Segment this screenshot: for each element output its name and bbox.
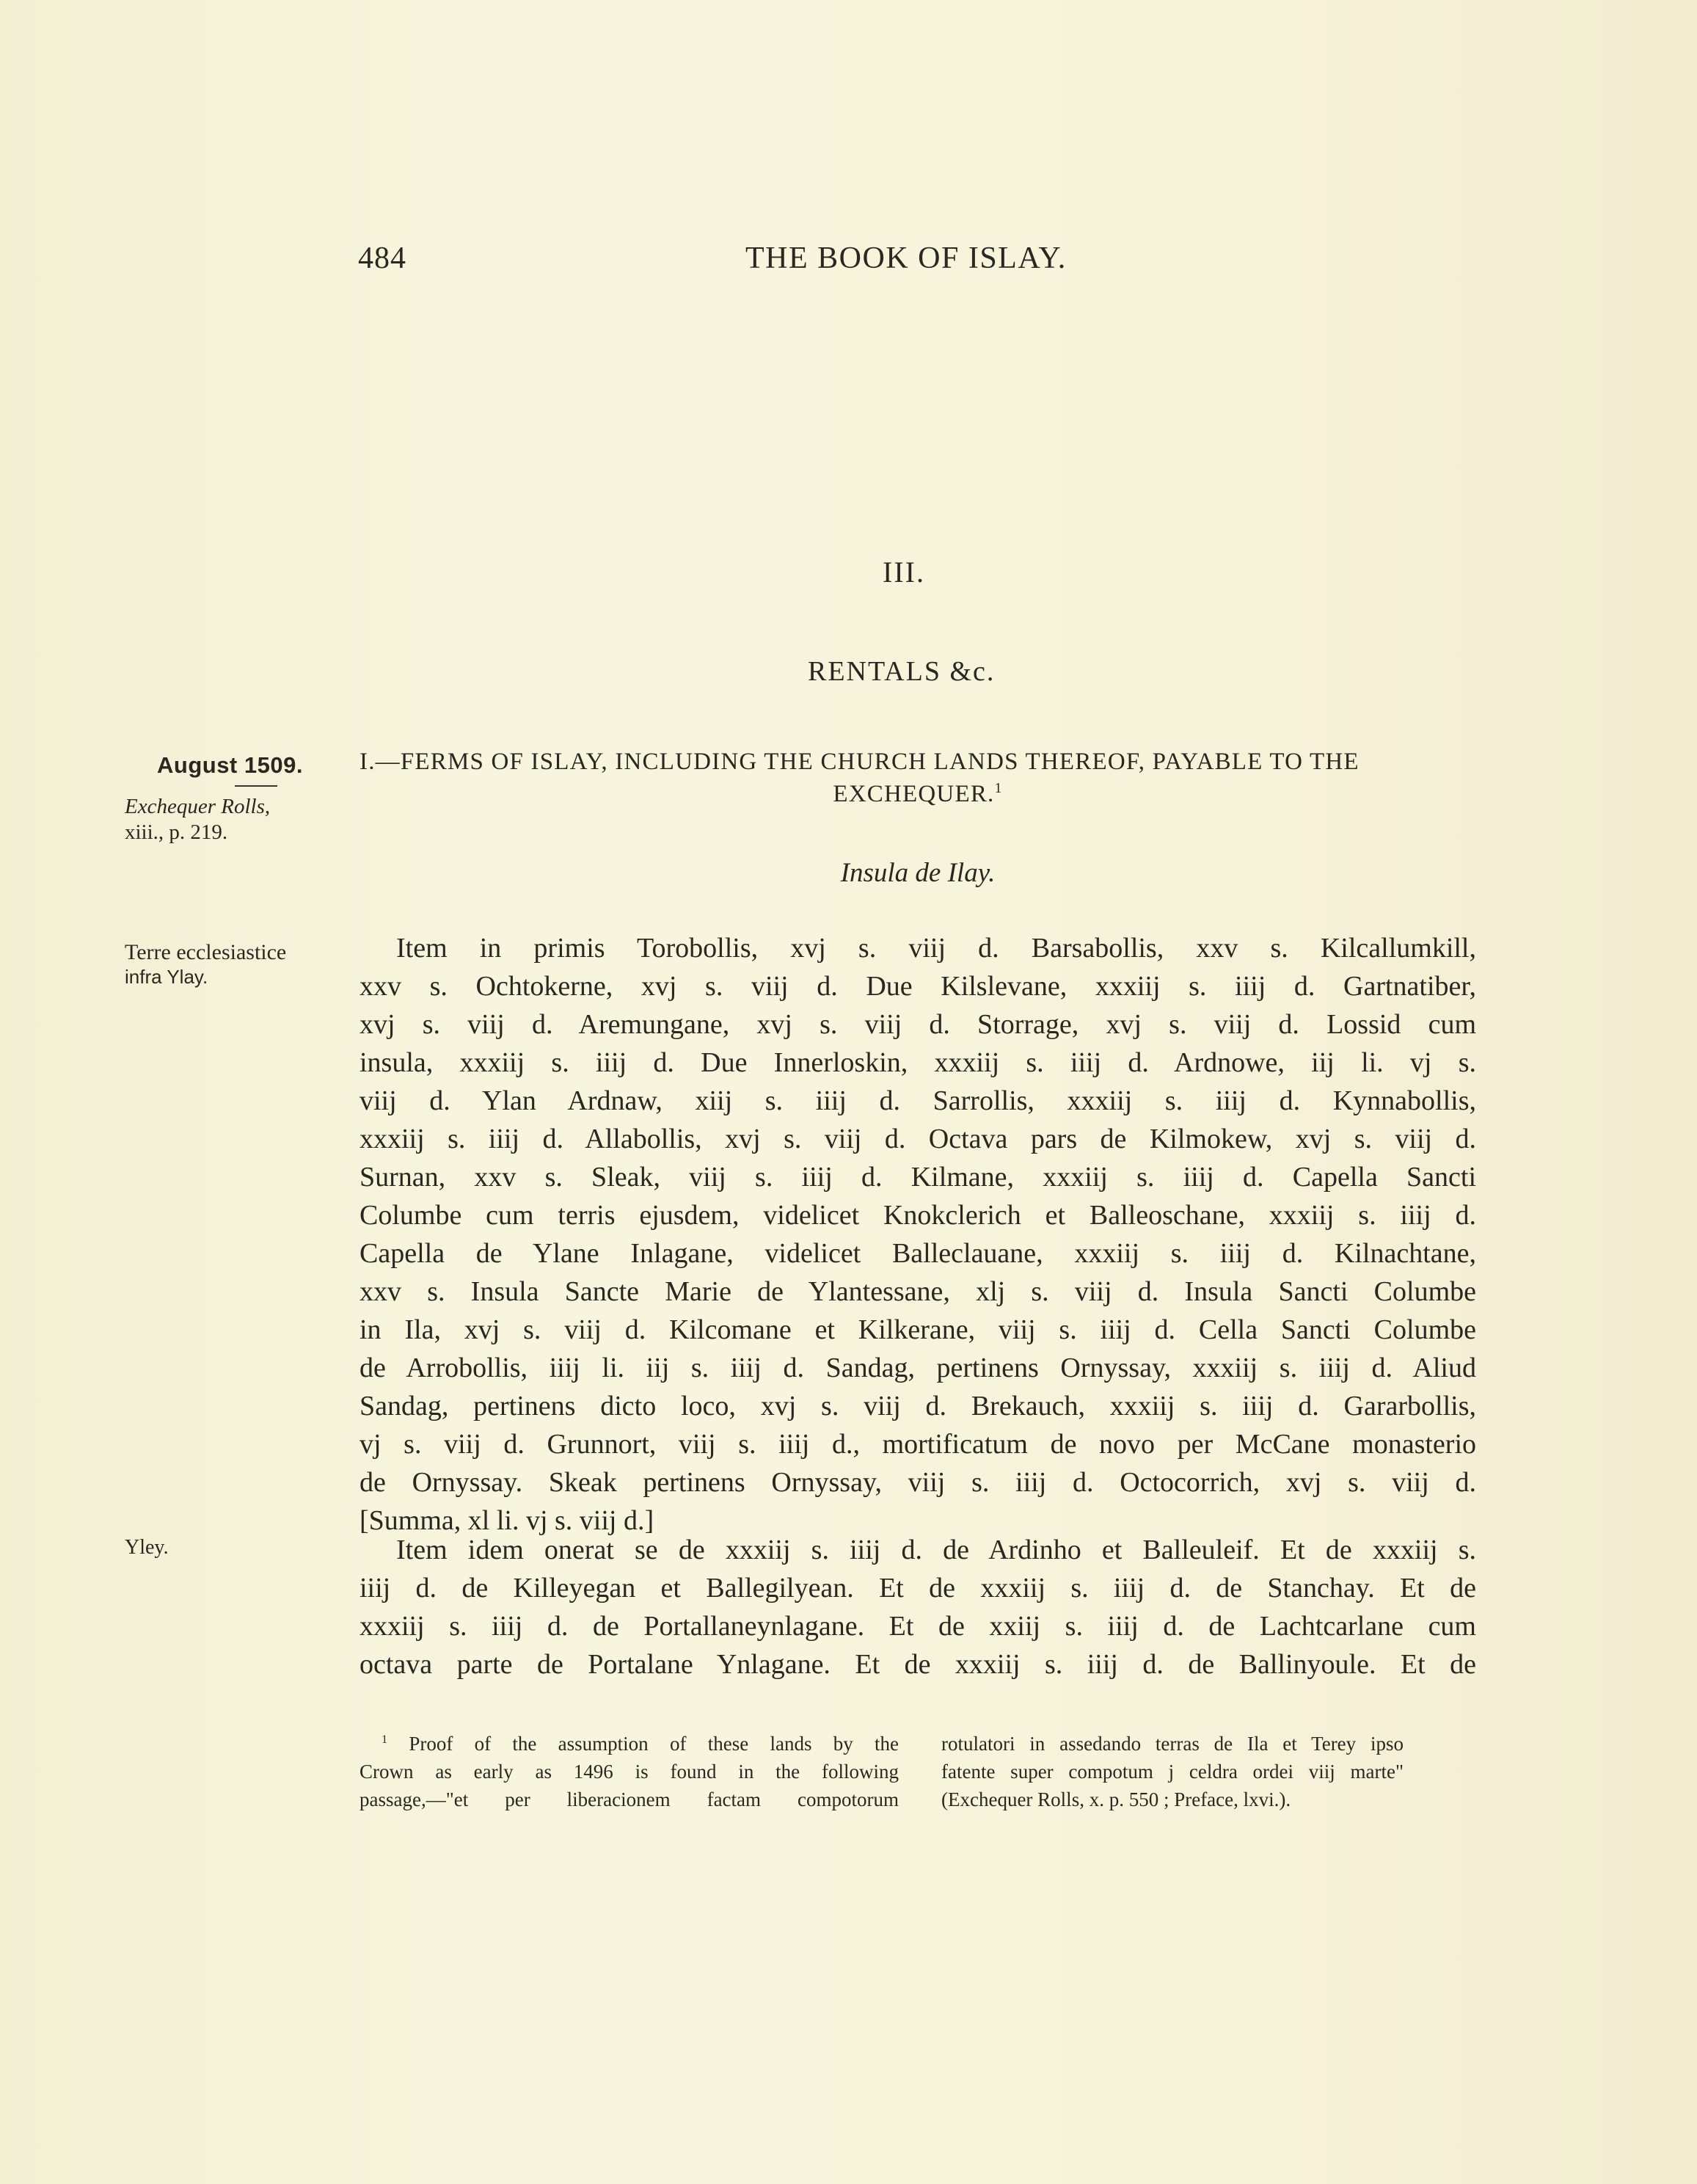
footnote-left-line: [382, 1730, 899, 1758]
sidenote-church-lands-1: Terre ecclesiastice: [125, 940, 287, 964]
body-line: [Summa, xl li. vj s. viij d.]: [360, 1505, 654, 1536]
footnote-right-line: (Exchequer Rolls, x. p. 550 ; Preface, lxvi.).: [941, 1788, 1291, 1810]
body-line: xxxiij s. iiij d. de Portallaneynlagane. Et de xxiij s. iiij d. de Lachtcarlane cum: [360, 1611, 1476, 1642]
sidenote-source-ref: xiii., p. 219.: [125, 820, 228, 844]
section-subheading: Insula de Ilay.: [840, 858, 996, 888]
body-line: xvj s. viij d. Aremungane, xvj s. viij d. Storrage, xvj s. viij d. Lossid cum: [360, 1009, 1476, 1040]
footnote-right-line: rotulatori in assedando terras de Ila et Terey ipso: [941, 1733, 1404, 1755]
body-line: in Ila, xvj s. viij d. Kilcomane et Kilkerane, viij s. iiij d. Cella Sancti Columbe: [360, 1314, 1476, 1345]
body-line: viij d. Ylan Ardnaw, xiij s. iiij d. Sarrollis, xxxiij s. iiij d. Kynnabollis,: [360, 1085, 1476, 1116]
body-line: octava parte de Portalane Ynlagane. Et de xxxiij s. iiij d. de Ballinyoule. Et de: [360, 1649, 1476, 1680]
section-heading-line-2: [360, 781, 1476, 808]
body-line: Capella de Ylane Inlagane, videlicet Balleclauane, xxxiij s. iiij d. Kilnachtane,: [360, 1238, 1476, 1269]
running-title: THE BOOK OF ISLAY.: [745, 241, 1067, 275]
sidenote-church-lands-2: infra Ylay.: [125, 966, 208, 988]
body-line: insula, xxxiij s. iiij d. Due Innerloskin, xxxiij s. iiij d. Ardnowe, iij li. vj s.: [360, 1047, 1476, 1078]
sidenote-yley: Yley.: [125, 1536, 169, 1559]
footnote-mark: 1: [382, 1733, 388, 1746]
body-line: vj s. viij d. Grunnort, viij s. iiij d., mortificatum de novo per McCane monasterio: [360, 1429, 1476, 1460]
page-number: 484: [358, 241, 406, 275]
body-line: Item idem onerat se de xxxiij s. iiij d. de Ardinho et Balleuleif. Et de xxxiij s.: [396, 1535, 1476, 1565]
body-line: Sandag, pertinens dicto loco, xvj s. viij d. Brekauch, xxxiij s. iiij d. Gararbollis,: [360, 1391, 1476, 1422]
footnote-reference: 1: [994, 780, 1003, 796]
footnote-right-line: fatente super compotum j celdra ordei viij marte": [941, 1761, 1404, 1783]
body-line: Surnan, xxv s. Sleak, viij s. iiij d. Kilmane, xxxiij s. iiij d. Capella Sancti: [360, 1162, 1476, 1193]
sidenote-source-title: Exchequer Rolls,: [125, 795, 271, 818]
body-line: Columbe cum terris ejusdem, videlicet Knokclerich et Balleoschane, xxxiij s. iiij d.: [360, 1200, 1476, 1231]
body-line: Item in primis Torobollis, xvj s. viij d. Barsabollis, xxv s. Kilcallumkill,: [396, 933, 1476, 964]
section-heading-line-1: I.—FERMS OF ISLAY, INCLUDING THE CHURCH LANDS THEREOF, PAYABLE TO THE: [360, 749, 1360, 775]
footnote-left-line: Crown as early as 1496 is found in the following: [360, 1761, 899, 1783]
sidenote-divider: [235, 785, 277, 787]
body-line: de Ornyssay. Skeak pertinens Ornyssay, viij s. iiij d. Octocorrich, xvj s. viij d.: [360, 1467, 1476, 1498]
footnote-text: Proof of the assumption of these lands by the: [409, 1733, 899, 1755]
body-line: xxv s. Ochtokerne, xvj s. viij d. Due Kilslevane, xxxiij s. iiij d. Gartnatiber,: [360, 971, 1476, 1002]
part-number: III.: [883, 556, 925, 589]
body-line: de Arrobollis, iiij li. iij s. iiij d. Sandag, pertinens Ornyssay, xxxiij s. iiij d. Aliud: [360, 1353, 1476, 1383]
section-heading-text: EXCHEQUER.: [833, 781, 995, 807]
sidenote-date: August 1509.: [157, 752, 303, 778]
part-title: RENTALS &c.: [808, 656, 996, 687]
footnote-left-line: passage,—"et per liberacionem factam compotorum: [360, 1788, 899, 1810]
body-line: xxv s. Insula Sancte Marie de Ylantessane, xlj s. viij d. Insula Sancti Columbe: [360, 1276, 1476, 1307]
body-line: xxxiij s. iiij d. Allabollis, xvj s. viij d. Octava pars de Kilmokew, xvj s. viij d.: [360, 1124, 1476, 1154]
body-line: iiij d. de Killeyegan et Ballegilyean. Et de xxxiij s. iiij d. de Stanchay. Et de: [360, 1573, 1476, 1604]
